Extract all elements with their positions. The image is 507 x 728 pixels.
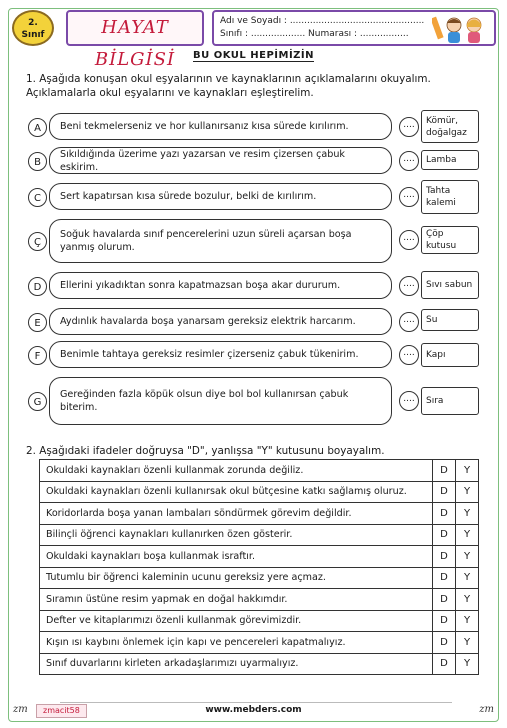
false-box[interactable]: Y [456,524,479,546]
tf-statement: Sıramın üstüne resim yapmak en doğal hakkımdır. [40,589,433,611]
tf-row [40,653,479,675]
false-box[interactable]: Y [456,503,479,525]
true-box[interactable]: D [433,567,456,589]
true-box[interactable]: D [433,481,456,503]
tf-statement: Kışın ısı kaybını önlemek için kapı ve pencereleri kapatmalıyız. [40,632,433,654]
false-box[interactable]: Y [456,589,479,611]
row-letter: E [28,313,47,332]
row-letter: B [28,152,47,171]
false-box[interactable]: Y [456,567,479,589]
item-box: Lamba [421,150,479,170]
false-box[interactable]: Y [456,481,479,503]
answer-blank[interactable]: .... [399,312,419,332]
statement: Sıkıldığında üzerime yazı yazarsan ve resim çizersen çabuk eskirim. [49,147,392,174]
section2-instruction: 2. Aşağıdaki ifadeler doğruysa "D", yanlışsa "Y" kutusunu boyayalım. [26,445,385,457]
tf-row [40,524,479,546]
footer-divider [60,702,452,703]
tf-row [40,481,479,503]
grade-badge [12,10,54,46]
tf-statement: Tutumlu bir öğrenci kaleminin ucunu gereksiz yere açmaz. [40,567,433,589]
answer-blank[interactable]: .... [399,391,419,411]
statement: Ellerini yıkadıktan sonra kapatmazsan boşa akar dururum. [49,272,392,299]
true-box[interactable]: D [433,546,456,568]
answer-blank[interactable]: .... [399,151,419,171]
row-letter: G [28,392,47,411]
footer-tag: zmacit58 [36,704,87,718]
tf-statement: Sınıf duvarlarını kirleten arkadaşlarımızı uyarmalıyız. [40,653,433,675]
grade-number: 2. [28,18,38,28]
footer-mark-left: zm [13,704,28,715]
false-box[interactable]: Y [456,610,479,632]
tf-statement: Okuldaki kaynakları özenli kullanırsak okul bütçesine katkı sağlamış oluruz. [40,481,433,503]
item-box: Tahta kalemi [421,180,479,214]
item-box: Kapı [421,343,479,367]
false-box[interactable]: Y [456,546,479,568]
tf-statement: Bilinçli öğrenci kaynakları kullanırken özen gösterir. [40,524,433,546]
item-box: Çöp kutusu [421,226,479,254]
tf-row [40,546,479,568]
page-title: BU OKUL HEPİMİZİN [192,50,315,61]
subject-title: HAYAT BİLGİSİ [66,10,204,46]
false-box[interactable]: Y [456,460,479,482]
true-box[interactable]: D [433,524,456,546]
row-letter: A [28,118,47,137]
tf-row [40,460,479,482]
tf-row [40,567,479,589]
statement: Aydınlık havalarda boşa yanarsam gereksiz elektrik harcarım. [49,308,392,335]
item-box: Kömür, doğalgaz [421,110,479,143]
item-box: Su [421,309,479,331]
true-box[interactable]: D [433,632,456,654]
tf-row [40,610,479,632]
footer-url[interactable]: www.mebders.com [205,705,302,715]
answer-blank[interactable]: .... [399,230,419,250]
answer-blank[interactable]: .... [399,276,419,296]
tf-row [40,503,479,525]
statement: Benimle tahtaya gereksiz resimler çizerseniz çabuk tükenirim. [49,341,392,368]
true-box[interactable]: D [433,653,456,675]
footer-mark-right: zm [479,704,494,715]
false-box[interactable]: Y [456,632,479,654]
row-letter: Ç [28,232,47,251]
statement: Soğuk havalarda sınıf pencerelerini uzun süreli açarsan boşa yanmış olurum. [49,219,392,263]
statement: Sert kapatırsan kısa sürede bozulur, belki de kırılırım. [49,183,392,210]
item-box: Sıra [421,387,479,415]
tf-statement: Defter ve kitaplarımızı özenli kullanmak görevimizdir. [40,610,433,632]
false-box[interactable]: Y [456,653,479,675]
true-box[interactable]: D [433,460,456,482]
true-false-table [39,459,479,675]
item-box: Sıvı sabun [421,271,479,299]
tf-row [40,632,479,654]
tf-statement: Okuldaki kaynakları özenli kullanmak zorunda değiliz. [40,460,433,482]
children-illustration [432,13,490,45]
tf-row [40,589,479,611]
answer-blank[interactable]: .... [399,187,419,207]
true-box[interactable]: D [433,503,456,525]
row-letter: D [28,277,47,296]
section1-instruction: 1. Aşağıda konuşan okul eşyalarının ve kaynaklarının açıklamalarını okuyalım. Açıklamalarla okul eşyalarını ve kaynakları eşleştirelim. [26,73,431,99]
true-box[interactable]: D [433,589,456,611]
grade-label: Sınıf [21,30,45,40]
row-letter: F [28,346,47,365]
statement: Gereğinden fazla köpük olsun diye bol bol kullanırsan çabuk biterim. [49,377,392,425]
tf-statement: Okuldaki kaynakları boşa kullanmak israftır. [40,546,433,568]
row-letter: C [28,188,47,207]
tf-statement: Koridorlarda boşa yanan lambaları söndürmek görevim değildir. [40,503,433,525]
student-info-box [212,10,496,46]
name-line: Adı ve Soyadı : ............................................... [220,16,425,26]
answer-blank[interactable]: .... [399,345,419,365]
class-line: Sınıfı : ................... Numarası : ................. [220,29,409,39]
statement: Beni tekmelerseniz ve hor kullanırsanız kısa sürede kırılırım. [49,113,392,140]
answer-blank[interactable]: .... [399,117,419,137]
true-box[interactable]: D [433,610,456,632]
